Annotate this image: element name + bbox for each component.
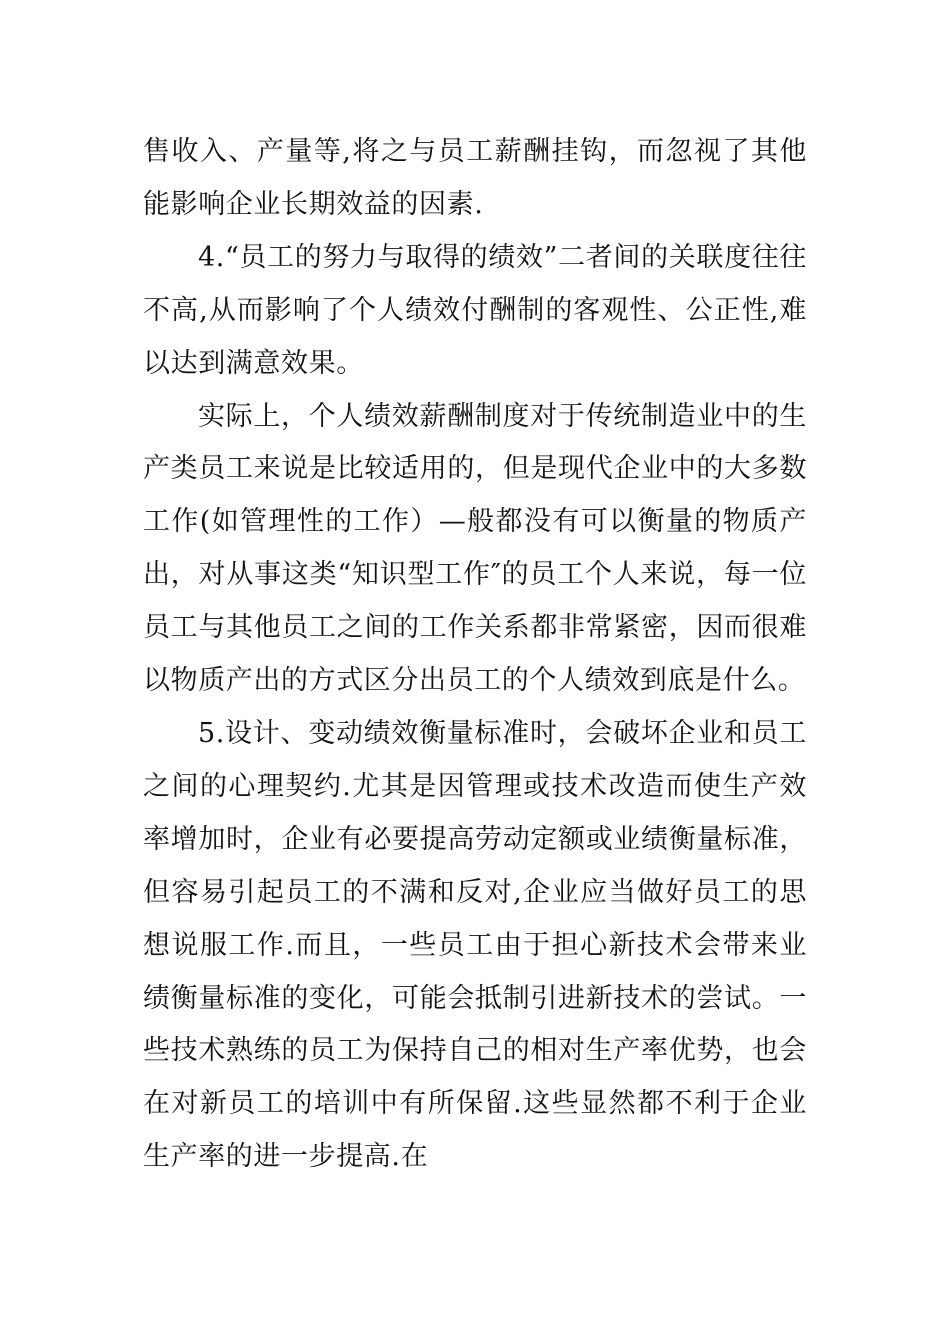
paragraph-continuation: 售收入、产量等,将之与员工薪酬挂钩，而忽视了其他能影响企业长期效益的因素. xyxy=(143,136,807,220)
paragraph-actually: 实际上，个人绩效薪酬制度对于传统制造业中的生产类员工来说是比较适用的，但是现代企业中的大多数工作(如管理性的工作）—般都没有可以衡量的物质产出，对从事这类“知识型工作″的员工个人来说，每一位员工与其他员工之间的工作关系都非常紧密，因而很难以物质产出的方式区分出员工的个人绩效到底是什么。 xyxy=(143,400,807,697)
paragraph-point-5: 5.设计、变动绩效衡量标准时，会破坏企业和员工之间的心理契约.尤其是因管理或技术改造而使生产效率增加时，企业有必要提高劳动定额或业绩衡量标准，但容易引起员工的不满和反对,企业应当做好员工的思想说服工作.而且，一些员工由于担心新技术会带来业绩衡量标准的变化，可能会抵制引进新技术的尝试。一些技术熟练的员工为保持自己的相对生产率优势，也会在对新员工的培训中有所保留.这些显然都不利于企业生产率的进一步提高.在 xyxy=(143,717,807,1173)
paragraph-point-4: 4.“员工的努力与取得的绩效”二者间的关联度往往不高,从而影响了个人绩效付酬制的客观性、公正性,难以达到满意效果。 xyxy=(143,241,807,379)
document-body xyxy=(143,126,807,1184)
